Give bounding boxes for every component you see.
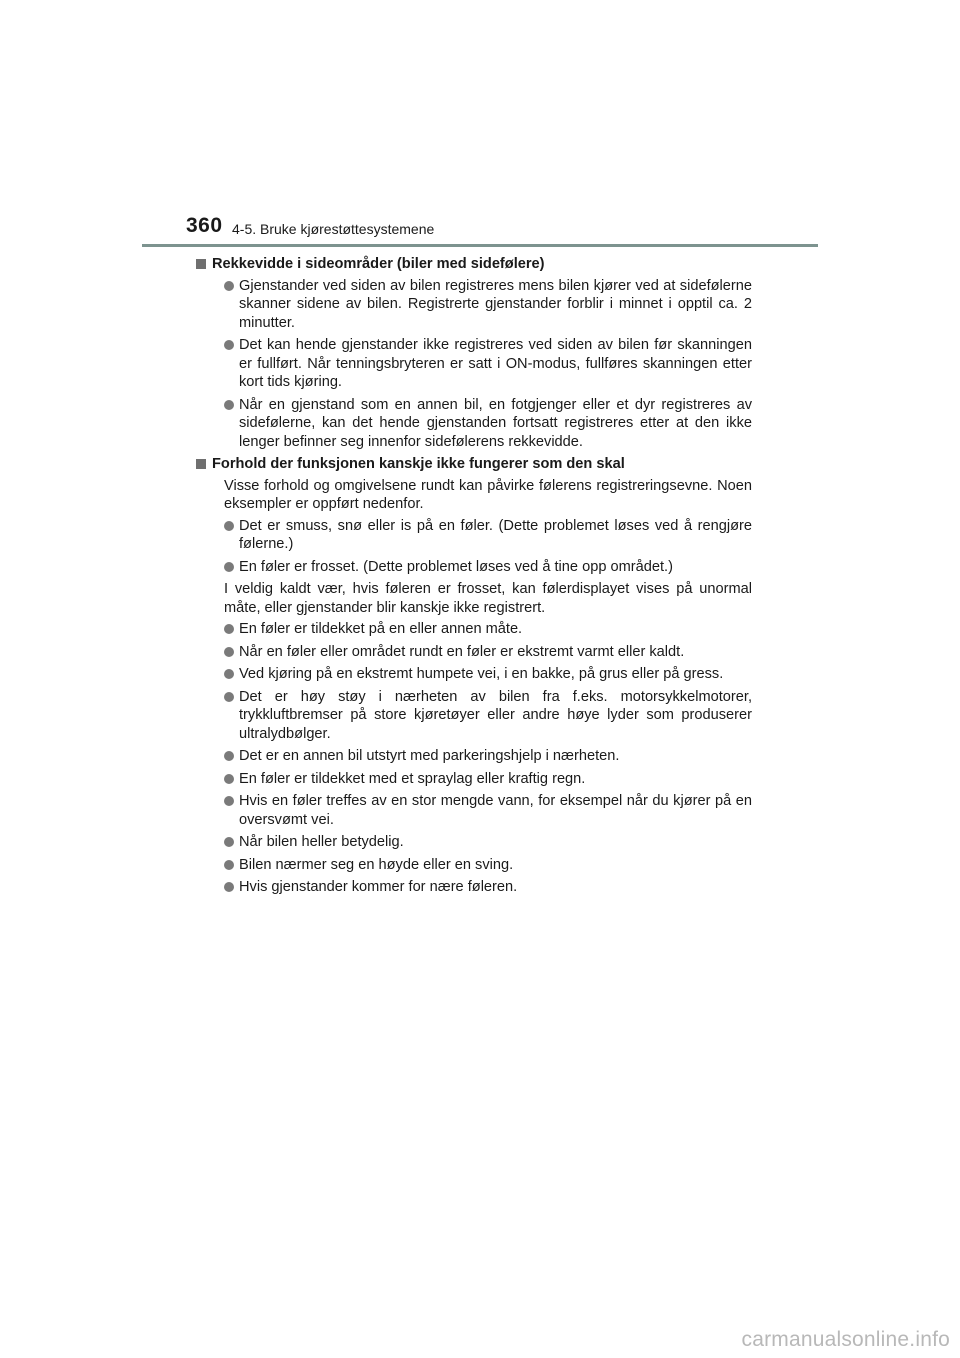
item-text: En føler er tildekket med et spraylag eller kraftig regn. — [239, 770, 586, 787]
round-bullet-icon — [224, 796, 234, 806]
item-text: Når bilen heller betydelig. — [239, 834, 404, 850]
item-text: Bilen nærmer seg en høyde eller en sving. — [239, 856, 514, 873]
section-heading-text: Forhold der funksjonen kanskje ikke fungerer som den skal — [212, 456, 625, 472]
item-text: En føler er tildekket på en eller annen måte. — [239, 621, 523, 637]
bullet-item — [196, 517, 752, 554]
round-bullet-icon — [224, 647, 234, 657]
bullet-item — [196, 770, 752, 789]
round-bullet-icon — [224, 400, 234, 410]
round-bullet-icon — [224, 669, 234, 679]
section — [196, 255, 752, 451]
item-text: Når en føler eller området rundt en føler er ekstremt varmt eller kaldt. — [239, 643, 685, 660]
item-text: Hvis en føler treffes av en stor mengde vann, for eksempel når du kjører på en oversvømt vei. — [239, 793, 752, 828]
bullet-item — [196, 665, 752, 684]
round-bullet-icon — [224, 562, 234, 572]
bullet-item — [196, 856, 752, 875]
round-bullet-icon — [224, 281, 234, 291]
item-text: Når en gjenstand som en annen bil, en fotgjenger eller et dyr registreres av sidefølerne, kan det hende gjenstanden fortsatt registreres etter at den ikke lenger befinner seg innenfor sidefølerens rekkevidde. — [239, 396, 752, 450]
round-bullet-icon — [224, 692, 234, 702]
round-bullet-icon — [224, 340, 234, 350]
item-text: Hvis gjenstander kommer for nære føleren. — [239, 879, 518, 895]
round-bullet-icon — [224, 624, 234, 634]
page-number: 360 — [186, 214, 223, 237]
round-bullet-icon — [224, 860, 234, 870]
item-text: I veldig kaldt vær, hvis føleren er frosset, kan følerdisplayet vises på unormal måte, eller gjenstander blir kanskje ikke registrert. — [224, 581, 752, 616]
round-bullet-icon — [224, 882, 234, 892]
bullet-item — [196, 277, 752, 333]
item-text: Gjenstander ved siden av bilen registreres mens bilen kjører ved at sidefølerne skanner sidene av bilen. Registrerte gjenstander forblir i minnet i opptil ca. 2 minutter. — [239, 277, 752, 331]
section — [196, 455, 752, 897]
bullet-item — [196, 558, 752, 577]
item-text: Visse forhold og omgivelsene rundt kan påvirke følerens registreringsevne. Noen eksempler er oppført nedenfor. — [224, 477, 752, 512]
paragraph — [196, 477, 752, 514]
bullet-item — [196, 688, 752, 744]
bullet-item — [196, 643, 752, 662]
bullet-item — [196, 620, 752, 639]
bullet-item — [196, 396, 752, 452]
page-header — [0, 0, 960, 250]
item-text: Det kan hende gjenstander ikke registreres ved siden av bilen før skanningen er fullført. Når tenningsbryteren er satt i ON-modus, fullføres skanningen etter kort tids kjøring. — [239, 337, 752, 390]
square-bullet-icon — [196, 459, 206, 469]
item-text: Ved kjøring på en ekstremt humpete vei, i en bakke, på grus eller på gress. — [239, 666, 724, 682]
paragraph — [196, 580, 752, 617]
square-bullet-icon — [196, 259, 206, 269]
bullet-item — [196, 878, 752, 897]
item-text: Det er smuss, snø eller is på en føler. (Dette problemet løses ved å rengjøre følerne.) — [239, 517, 752, 552]
bullet-item — [196, 336, 752, 392]
section-heading — [196, 455, 752, 474]
round-bullet-icon — [224, 774, 234, 784]
item-text: Det er en annen bil utstyrt med parkeringshjelp i nærheten. — [239, 748, 620, 764]
page-content — [196, 255, 752, 901]
bullet-item — [196, 747, 752, 766]
item-text: En føler er frosset. (Dette problemet løses ved å tine opp området.) — [239, 558, 673, 575]
item-text: Det er høy støy i nærheten av bilen fra f.eks. motorsykkelmotorer, trykkluftbremser på store kjøretøyer eller andre høye lyder som produserer ultralydbølger. — [239, 688, 752, 742]
round-bullet-icon — [224, 837, 234, 847]
round-bullet-icon — [224, 751, 234, 761]
chapter-title: 4-5. Bruke kjørestøttesystemene — [232, 221, 435, 237]
header-divider — [142, 244, 818, 247]
bullet-item — [196, 833, 752, 852]
watermark-text: carmanualsonline.info — [741, 1328, 950, 1351]
round-bullet-icon — [224, 521, 234, 531]
section-heading-text: Rekkevidde i sideområder (biler med sidefølere) — [212, 256, 545, 272]
bullet-item — [196, 792, 752, 829]
section-heading — [196, 255, 752, 274]
